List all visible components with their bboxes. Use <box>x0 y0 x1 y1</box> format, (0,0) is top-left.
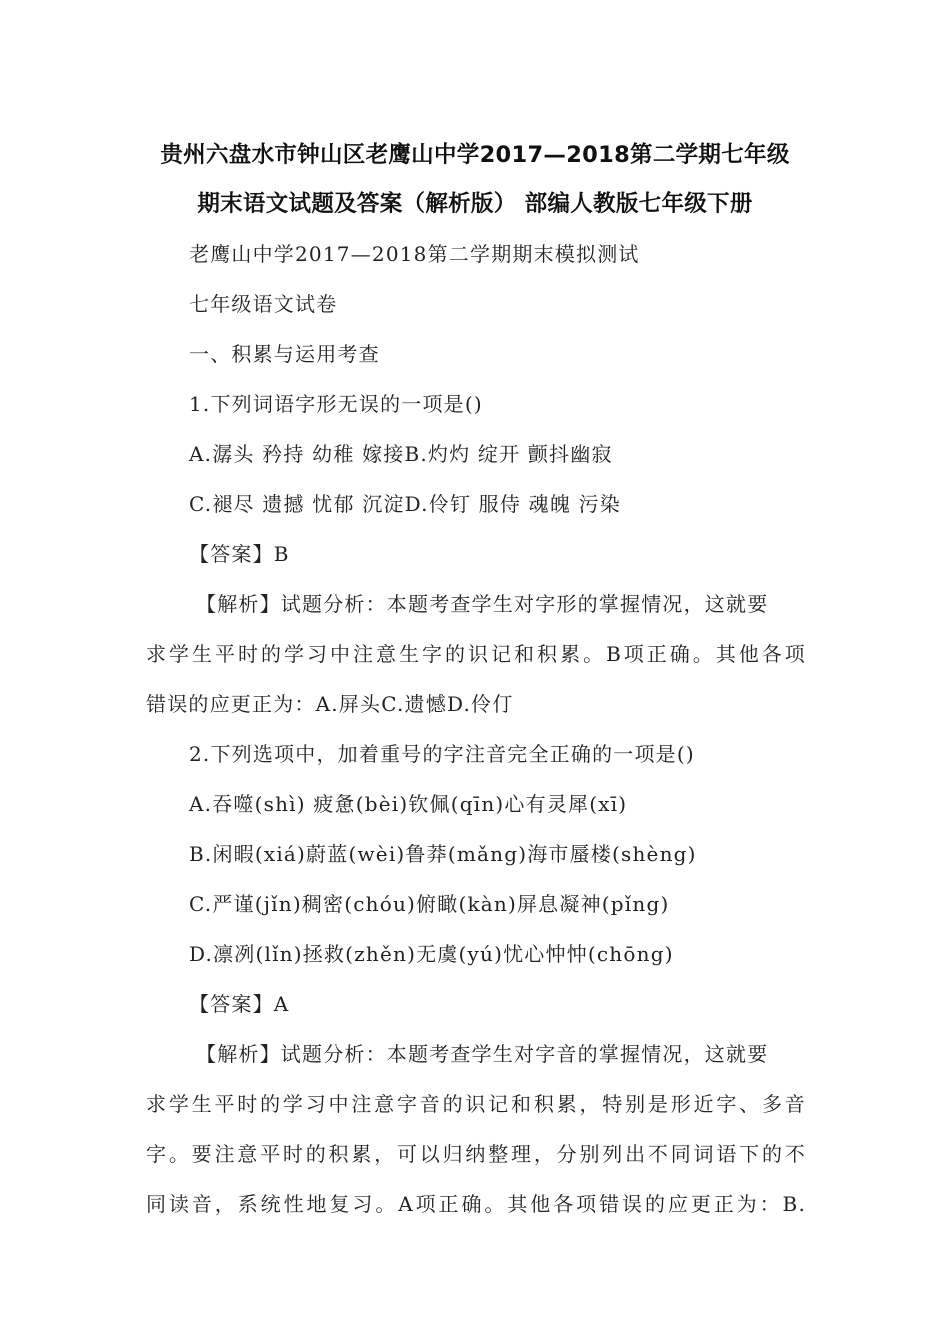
question-2-option-d: D.凛冽(lǐn)拯救(zhěn)无虞(yú)忧心忡忡(chōng) <box>189 942 674 966</box>
question-1-analysis-line-2: 求学生平时的学习中注意生字的识记和积累。B项正确。其他各项 <box>146 642 806 666</box>
question-1-stem: 1.下列词语字形无误的一项是() <box>189 392 483 416</box>
question-1-options-row-2: C.褪尽 遗撼 忧郁 沉淀D.伶钉 服侍 魂魄 污染 <box>189 492 621 516</box>
document-title-line-2: 期末语文试题及答案（解析版） 部编人教版七年级下册 <box>197 191 753 217</box>
question-2-stem: 2.下列选项中，加着重号的字注音完全正确的一项是() <box>189 742 695 766</box>
question-1-analysis-line-3: 错误的应更正为：A.屏头C.遗憾D.伶仃 <box>146 692 514 716</box>
section-heading: 一、积累与运用考查 <box>189 342 380 366</box>
document-title-line-1: 贵州六盘水市钟山区老鹰山中学2017—2018第二学期七年级 <box>160 142 790 168</box>
question-1-options-row-1: A.潺头 矜持 幼稚 嫁接B.灼灼 绽开 颤抖幽寂 <box>189 442 613 466</box>
question-1-answer: 【答案】B <box>189 542 290 566</box>
question-2-analysis-line-4: 同读音，系统性地复习。A项正确。其他各项错误的应更正为：B. <box>146 1192 806 1216</box>
paper-name: 七年级语文试卷 <box>189 292 338 316</box>
exam-subtitle: 老鹰山中学2017—2018第二学期期末模拟测试 <box>189 242 640 266</box>
question-2-analysis-line-3: 字。要注意平时的积累，可以归纳整理，分别列出不同词语下的不 <box>146 1142 806 1166</box>
question-2-option-a: A.吞噬(shì) 疲惫(bèi)钦佩(qīn)心有灵犀(xī) <box>189 792 628 816</box>
question-2-analysis-line-2: 求学生平时的学习中注意字音的识记和积累，特别是形近字、多音 <box>146 1092 806 1116</box>
question-2-answer: 【答案】A <box>189 992 290 1016</box>
question-1-analysis-line-1: 【解析】试题分析：本题考查学生对字形的掌握情况，这就要 <box>196 592 769 616</box>
question-2-option-c: C.严谨(jǐn)稠密(chóu)俯瞰(kàn)屏息凝神(pǐng) <box>189 892 670 916</box>
question-2-option-b: B.闲暇(xiá)蔚蓝(wèi)鲁莽(mǎng)海市蜃楼(shèng) <box>189 842 697 866</box>
question-2-analysis-line-1: 【解析】试题分析：本题考查学生对字音的掌握情况，这就要 <box>196 1042 769 1066</box>
